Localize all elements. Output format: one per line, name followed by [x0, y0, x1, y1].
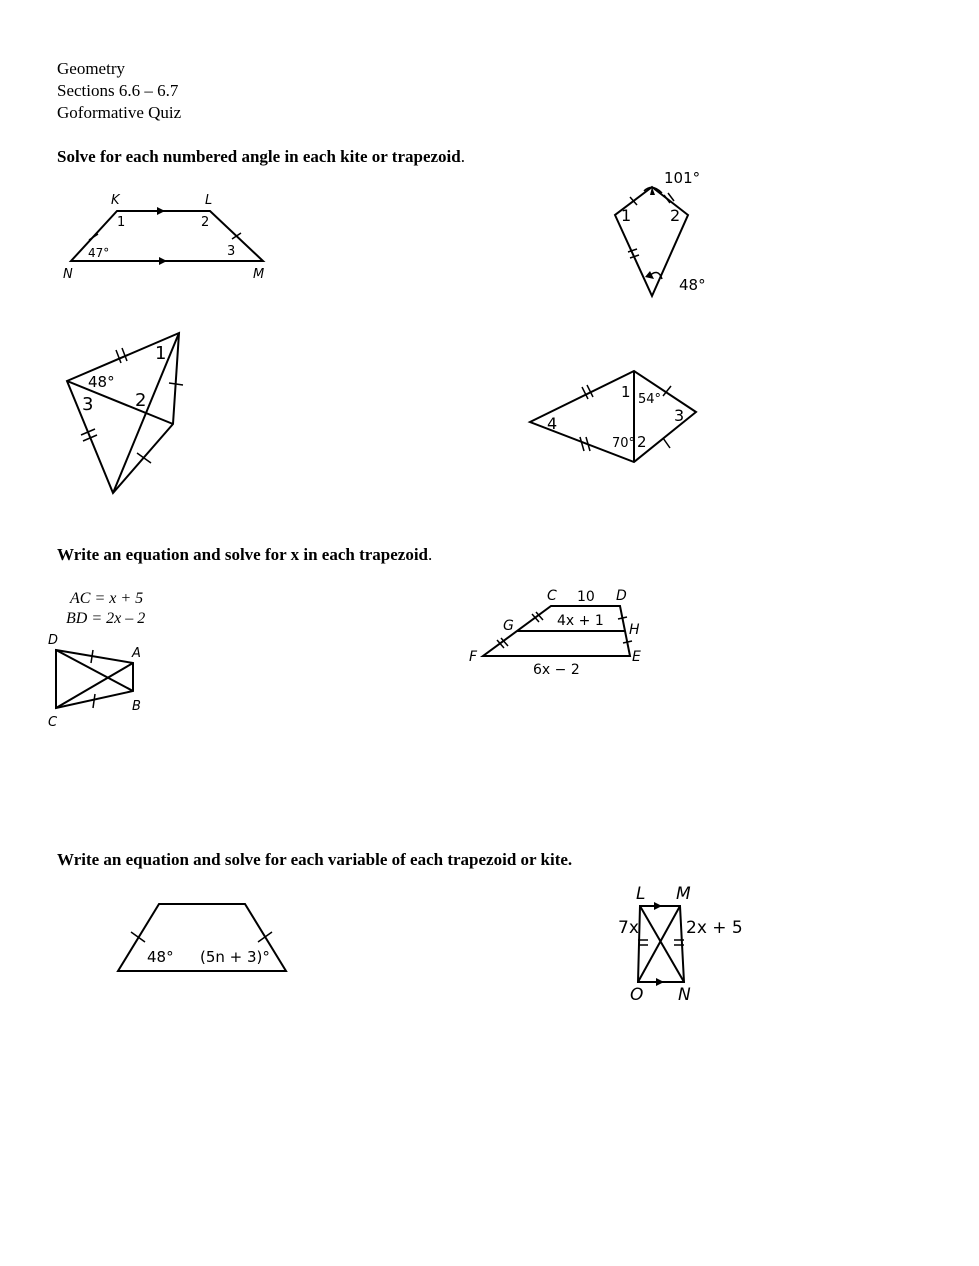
angle-label-2: 2 — [637, 433, 647, 451]
vertex-label-m: M — [676, 884, 691, 904]
angle-label-2: 2 — [670, 206, 681, 225]
given-angle: 48° — [88, 373, 115, 391]
angle-label-1: 1 — [621, 206, 632, 225]
vertex-label-b: B — [132, 699, 141, 714]
angle-label-1: 1 — [117, 215, 126, 230]
vertex-label-l: L — [636, 884, 646, 904]
vertex-label-c: C — [547, 588, 557, 604]
angle-label-3: 3 — [82, 394, 94, 415]
vertex-label-f: F — [469, 649, 478, 665]
figure-kite-54-70 — [520, 365, 710, 475]
angle-label-3: 3 — [674, 406, 685, 425]
vertex-label-c: C — [48, 715, 58, 730]
given-angle-70: 70° — [612, 436, 636, 451]
given-angle: 47° — [88, 246, 110, 260]
quiz-title: Goformative Quiz — [57, 103, 182, 122]
vertex-label-n: N — [678, 985, 691, 1005]
vertex-label-d: D — [48, 633, 59, 648]
figure-trapezoid-dacb — [45, 628, 155, 733]
left-diagonal-expression: 7x — [618, 918, 639, 938]
given-angle-54: 54° — [638, 392, 662, 407]
instruction-angles: Solve for each numbered angle in each kite or trapezoid. — [57, 147, 465, 166]
bottom-base-length: 6x − 2 — [533, 662, 580, 678]
given-angle-48: 48° — [147, 948, 174, 966]
instruction-solve-x: Write an equation and solve for x in each trapezoid. — [57, 545, 433, 564]
figure-trapezoid-klmn — [55, 188, 285, 288]
vertex-label-h: H — [629, 622, 640, 638]
equation-ac: AC = x + 5 — [70, 590, 144, 607]
midsegment-length: 4x + 1 — [557, 613, 604, 629]
angle-label-1: 1 — [621, 383, 631, 401]
equation-bd: BD = 2x – 2 — [66, 610, 146, 627]
angle-expression: (5n + 3)° — [200, 948, 270, 966]
sections-label: Sections 6.6 – 6.7 — [57, 81, 179, 100]
vertex-label-a: A — [132, 646, 141, 661]
right-diagonal-expression: 2x + 5 — [686, 918, 743, 938]
angle-label-4: 4 — [547, 414, 558, 433]
instruction-solve-variables: Write an equation and solve for each variable of each trapezoid or kite. — [57, 850, 573, 869]
given-angle-bottom: 48° — [679, 276, 706, 294]
figure-kite-48 — [55, 325, 205, 500]
vertex-label-d: D — [616, 588, 627, 604]
given-angle-top: 101° — [664, 169, 701, 187]
angle-label-2: 2 — [201, 215, 210, 230]
course-title: Geometry — [57, 59, 125, 78]
angle-label-1: 1 — [155, 343, 167, 364]
top-base-length: 10 — [577, 589, 595, 605]
angle-label-3: 3 — [227, 244, 236, 259]
vertex-label-n: N — [63, 267, 73, 282]
vertex-label-l: L — [205, 193, 213, 208]
figure-kite-101 — [600, 165, 720, 305]
vertex-label-m: M — [253, 267, 265, 282]
figure-rectangle-lmno — [612, 878, 752, 1008]
figure-trapezoid-midsegment — [465, 585, 655, 680]
vertex-label-e: E — [632, 649, 641, 665]
vertex-label-g: G — [503, 618, 514, 634]
angle-label-2: 2 — [135, 390, 147, 411]
vertex-label-k: K — [111, 193, 120, 208]
vertex-label-o: O — [630, 985, 644, 1005]
figure-isosceles-trapezoid — [110, 895, 295, 980]
